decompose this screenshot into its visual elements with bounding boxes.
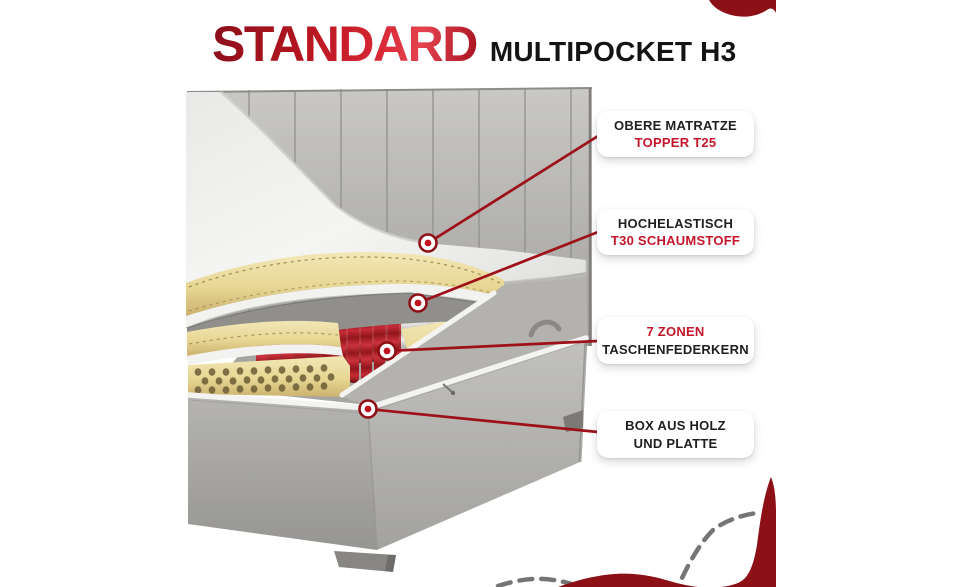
callout-line: BOX AUS HOLZ	[625, 418, 726, 434]
title-primary: STANDARD	[212, 16, 477, 72]
marker-dot-topper-icon	[420, 235, 437, 252]
callout-line: T30 SCHAUMSTOFF	[610, 233, 741, 248]
marker-dot-box-icon	[360, 401, 377, 418]
callout-card-topper	[597, 111, 754, 157]
callout-line: TOPPER T25	[634, 135, 717, 150]
callout-line: OBERE MATRATZE	[614, 117, 737, 133]
callout-card-foam	[597, 209, 754, 255]
callout-card-springs	[597, 317, 754, 364]
callout-card-box	[597, 411, 754, 458]
page-title	[212, 18, 736, 71]
callout-line: 7 ZONEN	[646, 324, 705, 340]
title-secondary: MULTIPOCKET H3	[489, 36, 737, 67]
marker-dot-foam-icon	[410, 295, 427, 312]
red-ribbon-bottom	[558, 477, 776, 587]
red-ribbon-top	[709, 0, 776, 17]
marker-dot-springs-icon	[379, 343, 396, 360]
callout-line: TASCHENFEDERKERN	[602, 341, 749, 357]
perforated-foam-block	[188, 356, 350, 397]
callout-line: UND PLATTE	[633, 435, 718, 451]
callout-line: HOCHELASTISCH	[617, 215, 734, 231]
